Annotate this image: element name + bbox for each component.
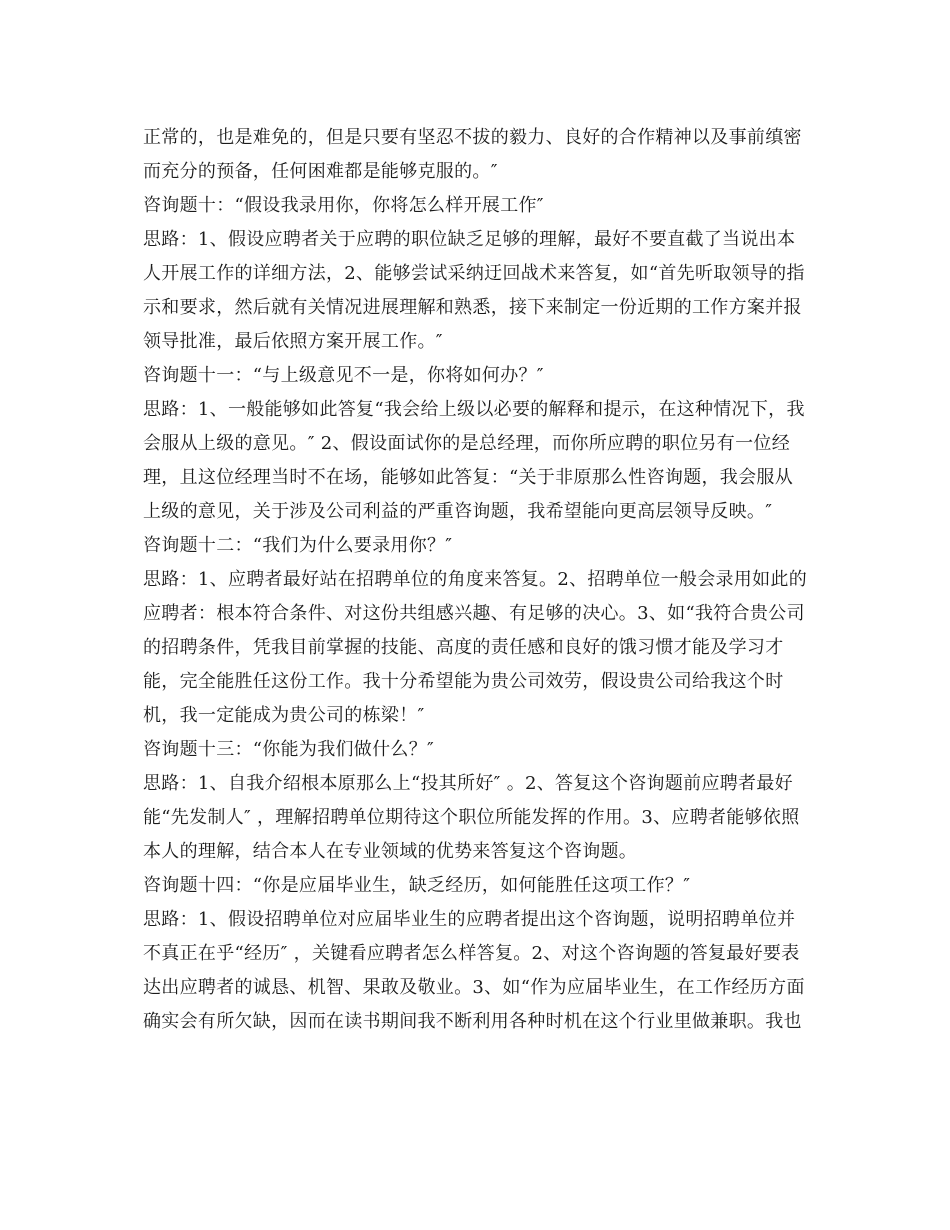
text-line: 应聘者：根本符合条件、对这份共组感兴趣、有足够的决心。3、如“我符合贵公司 [143,603,805,624]
text-line: 机，我一定能成为贵公司的栋梁！″ [143,705,425,726]
text-line: 能“先发制人″ ，理解招聘单位期待这个职位所能发挥的作用。3、应聘者能够依照 [143,807,800,828]
text-line: 思路：1、假设应聘者关于应聘的职位缺乏足够的理解，最好不要直截了当说出本 [143,229,796,250]
text-line: 会服从上级的意见。″ 2、假设面试你的是总经理，而你所应聘的职位另有一位经 [143,433,790,454]
text-line: 的招聘条件，凭我目前掌握的技能、高度的责任感和良好的饿习惯才能及学习才 [143,637,784,658]
text-line: 示和要求，然后就有关情况进展理解和熟悉，接下来制定一份近期的工作方案并报 [143,297,802,318]
text-line: 领导批准，最后依照方案开展工作。″ [143,331,443,352]
text-line: 确实会有所欠缺，因而在读书期间我不断利用各种时机在这个行业里做兼职。我也 [143,1011,802,1032]
text-line: 人开展工作的详细方法，2、能够尝试采纳迂回战术来答复，如“首先听取领导的指 [143,263,805,284]
question-heading: 咨询题十三：“你能为我们做什么？″ [143,739,435,760]
question-heading: 咨询题十四：“你是应届毕业生，缺乏经历，如何能胜任这项工作？″ [143,875,691,896]
question-heading: 咨询题十二：“我们为什么要录用你？″ [143,535,453,556]
text-line: 思路：1、一般能够如此答复“我会给上级以必要的解释和提示，在这种情况下，我 [143,399,805,420]
document-body [143,121,823,1039]
text-line: 正常的，也是难免的，但是只要有坚忍不拔的毅力、良好的合作精神以及事前缜密 [143,127,802,148]
text-line: 而充分的预备，任何困难都是能够克服的。″ [143,161,498,182]
text-line: 思路：1、假设招聘单位对应届毕业生的应聘者提出这个咨询题，说明招聘单位并 [143,909,796,930]
text-line: 思路：1、应聘者最好站在招聘单位的角度来答复。2、招聘单位一般会录用如此的 [143,569,808,590]
text-line: 上级的意见，关于涉及公司利益的严重咨询题，我希望能向更高层领导反映。″ [143,501,773,522]
question-heading: 咨询题十一：“与上级意见不一是，你将如何办？″ [143,365,544,386]
question-heading: 咨询题十：“假设我录用你，你将怎么样开展工作″ [143,195,544,216]
text-line: 理，且这位经理当时不在场，能够如此答复：“关于非原那么性咨询题，我会服从 [143,467,793,488]
text-line: 能，完全能胜任这份工作。我十分希望能为贵公司效劳，假设贵公司给我这个时 [143,671,784,692]
text-line: 达出应聘者的诚恳、机智、果敢及敬业。3、如“作为应届毕业生，在工作经历方面 [143,977,805,998]
text-line: 思路：1、自我介绍根本原那么上“投其所好″ 。2、答复这个咨询题前应聘者最好 [143,773,793,794]
text-line: 本人的理解，结合本人在专业领域的优势来答复这个咨询题。 [143,841,638,862]
text-line: 不真正在乎“经历″ ，关键看应聘者怎么样答复。2、对这个咨询题的答复最好要表 [143,943,800,964]
